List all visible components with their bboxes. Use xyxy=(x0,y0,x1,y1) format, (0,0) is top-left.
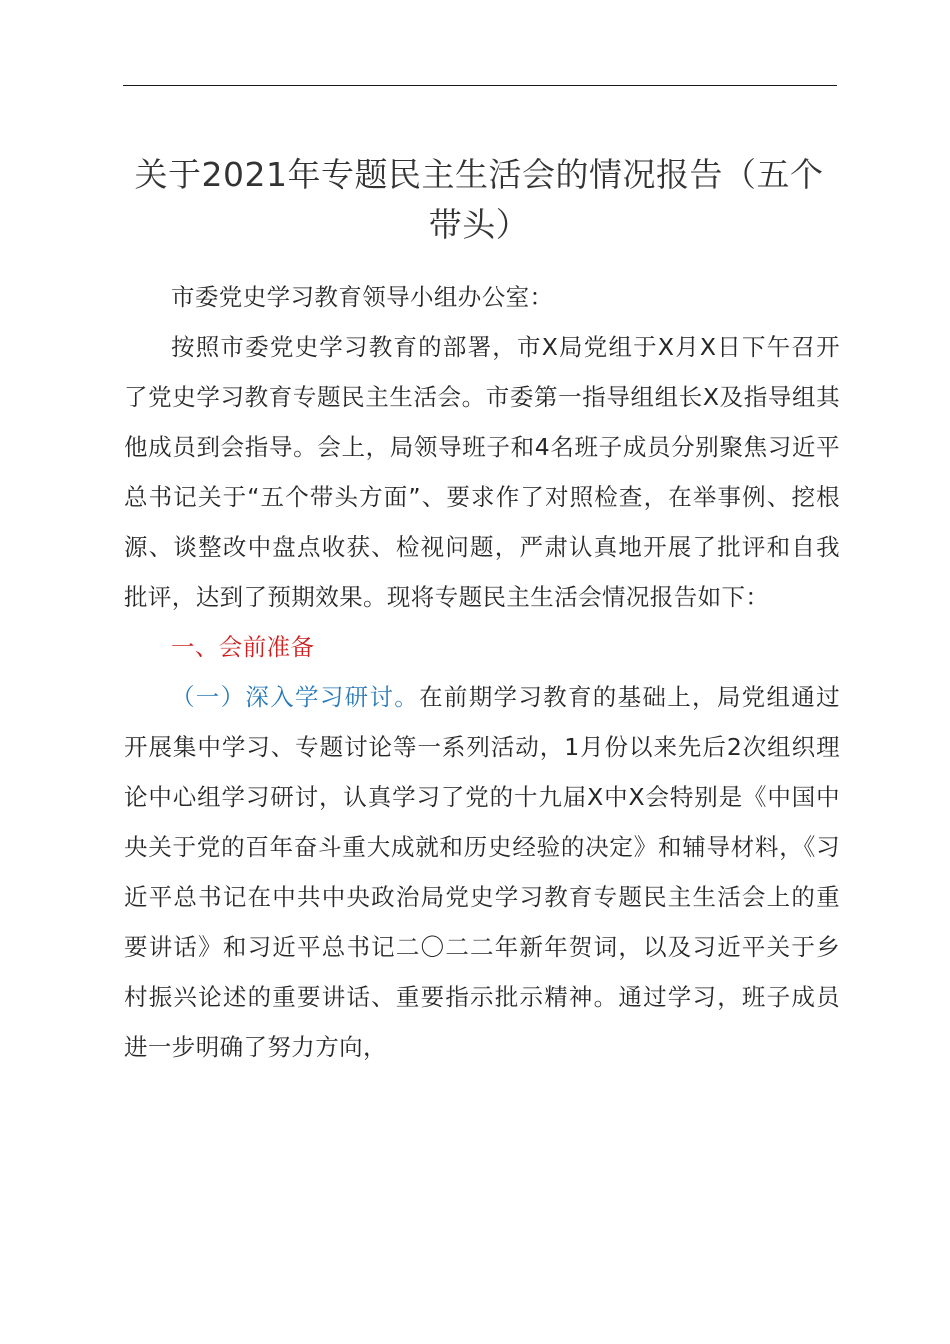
intro-paragraph: 按照市委党史学习教育的部署，市X局党组于X月X日下午召开了党史学习教育专题民主生活会。市委第一指导组组长X及指导组其他成员到会指导。会上，局领导班子和4名班子成员分别聚焦习近平总书记关于“五个带头方面”、要求作了对照检查，在举事例、挖根源、谈整改中盘点收获、检视问题，严肃认真地开展了批评和自我批评，达到了预期效果。现将专题民主生活会情况报告如下： xyxy=(124,333,840,611)
section-1-heading: 一、会前准备 xyxy=(171,633,315,661)
subsection-paragraph xyxy=(124,672,840,1072)
document-body xyxy=(124,272,840,1072)
salutation: 市委党史学习教育领导小组办公室： xyxy=(171,283,554,311)
subsection-1-text: 在前期学习教育的基础上，局党组通过开展集中学习、专题讨论等一系列活动，1月份以来先后2次组织理论中心组学习研讨，认真学习了党的十九届X中X会特别是《中国中央关于党的百年奋斗重大成就和历史经验的决定》和辅导材料，《习近平总书记在中共中央政治局党史学习教育专题民主生活会上的重要讲话》和习近平总书记二〇二二年新年贺词，以及习近平关于乡村振兴论述的重要讲话、重要指示批示精神。通过学习，班子成员进一步明确了努力方向， xyxy=(124,683,841,1061)
section-heading xyxy=(124,622,840,672)
subsection-1-heading: （一）深入学习研讨。 xyxy=(171,683,420,711)
header-rule xyxy=(123,85,837,86)
document-title: 关于2021年专题民主生活会的情况报告（五个带头） xyxy=(134,155,824,244)
